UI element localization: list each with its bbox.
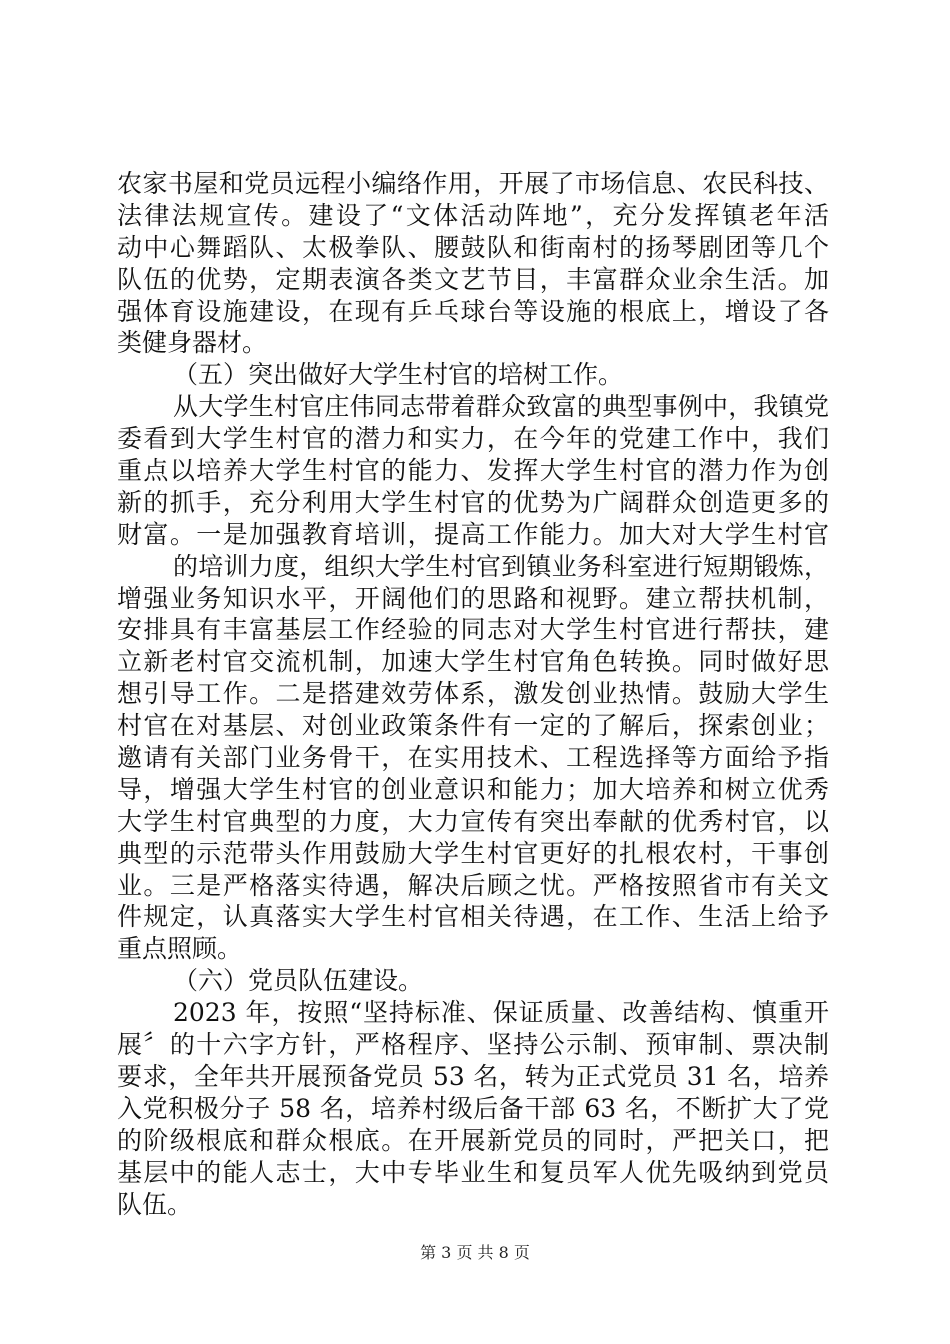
text-line: 队伍的优势，定期表演各类文艺节目，丰富群众业余生活。加 [117, 264, 829, 294]
text-line: 入党积极分子 58 名，培养村级后备干部 63 名，不断扩大了党 [117, 1093, 829, 1123]
text-line: 基层中的能人志士，大中专毕业生和复员军人优先吸纳到党员 [117, 1157, 829, 1187]
text-line: 的培训力度，组织大学生村官到镇业务科室进行短期锻炼， [173, 551, 829, 581]
text-line: 大学生村官典型的力度，大力宣传有突出奉献的优秀村官，以 [117, 806, 829, 836]
text-line: 件规定，认真落实大学生村官相关待遇，在工作、生活上给予 [117, 902, 829, 932]
text-line: 增强业务知识水平，开阔他们的思路和视野。建立帮扶机制， [117, 583, 829, 613]
text-line: 要求，全年共开展预备党员 53 名，转为正式党员 31 名，培养 [117, 1061, 829, 1091]
text-line: （六）党员队伍建设。 [173, 966, 424, 996]
text-line: 展〞的十六字方针，严格程序、坚持公示制、预审制、票决制 [117, 1030, 829, 1060]
document-body [117, 168, 829, 1220]
text-line: 2023 年，按照“坚持标准、保证质量、改善结构、慎重开 [173, 998, 829, 1028]
text-line: 立新老村官交流机制，加速大学生村官角色转换。同时做好思 [117, 647, 829, 677]
text-line: 强体育设施建设，在现有乒乓球台等设施的根底上，增设了各 [117, 296, 829, 326]
text-line: 类健身器材。 [117, 328, 268, 358]
text-line: 邀请有关部门业务骨干，在实用技术、工程选择等方面给予指 [117, 743, 829, 773]
text-line: 农家书屋和党员远程小编络作用，开展了市场信息、农民科技、 [117, 169, 829, 198]
text-line: 队伍。 [117, 1189, 193, 1219]
text-line: 财富。一是加强教育培训，提高工作能力。加大对大学生村官 [117, 519, 829, 549]
text-line: 业。三是严格落实待遇，解决后顾之忧。严格按照省市有关文 [117, 870, 829, 900]
text-line: 动中心舞蹈队、太极拳队、腰鼓队和街南村的扬琴剧团等几个 [117, 232, 829, 262]
text-line: 典型的示范带头作用鼓励大学生村官更好的扎根农村，干事创 [117, 838, 829, 868]
text-line: 想引导工作。二是搭建效劳体系，激发创业热情。鼓励大学生 [117, 679, 829, 709]
text-line: 的阶级根底和群众根底。在开展新党员的同时，严把关口，把 [117, 1125, 829, 1155]
text-line: 从大学生村官庄伟同志带着群众致富的典型事例中，我镇党 [173, 392, 829, 422]
page-footer: 第 3 页 共 8 页 [420, 1243, 530, 1262]
text-line: 导，增强大学生村官的创业意识和能力；加大培养和树立优秀 [117, 774, 829, 804]
text-line: 法律法规宣传。建设了“文体活动阵地”，充分发挥镇老年活 [117, 200, 829, 230]
text-line: （五）突出做好大学生村官的培树工作。 [173, 360, 624, 390]
text-line: 新的抓手，充分利用大学生村官的优势为广阔群众创造更多的 [117, 487, 829, 517]
text-line: 重点照顾。 [117, 934, 243, 964]
text-line: 委看到大学生村官的潜力和实力，在今年的党建工作中，我们 [117, 424, 829, 454]
text-line: 重点以培养大学生村官的能力、发挥大学生村官的潜力作为创 [117, 456, 829, 486]
text-line: 村官在对基层、对创业政策条件有一定的了解后，探索创业； [117, 711, 829, 741]
text-line: 安排具有丰富基层工作经验的同志对大学生村官进行帮扶，建 [117, 615, 829, 645]
